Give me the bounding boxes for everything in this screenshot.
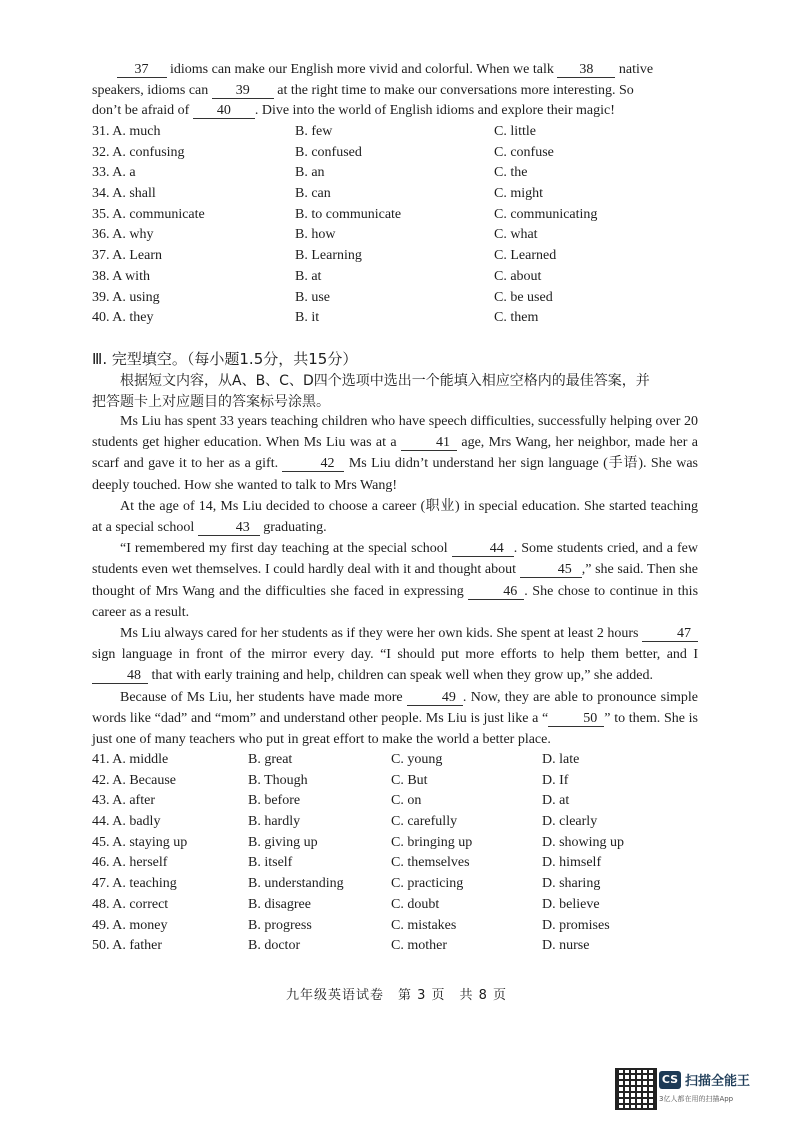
option-b[interactable]: B. doctor (248, 938, 301, 954)
option-d[interactable]: D. believe (542, 896, 600, 912)
option-row (92, 874, 712, 895)
option-row (92, 246, 712, 267)
option-row (92, 895, 712, 916)
option-row (92, 936, 712, 957)
option-c[interactable]: C. mother (391, 938, 447, 954)
blank-47: 47 (642, 626, 698, 642)
option-c[interactable]: C. But (391, 772, 428, 788)
option-a[interactable]: 38. A with (92, 268, 150, 284)
blank-46: 46 (468, 584, 524, 600)
option-row (92, 750, 712, 771)
blank-49: 49 (407, 690, 463, 706)
option-row (92, 143, 712, 164)
option-c[interactable]: C. communicating (494, 206, 598, 222)
option-c[interactable]: C. about (494, 268, 542, 284)
blank-50: 50 (548, 711, 604, 727)
blank-43: 43 (198, 520, 260, 536)
option-a[interactable]: 32. A. confusing (92, 144, 185, 160)
blank-41: 41 (401, 435, 457, 451)
option-a[interactable]: 49. A. money (92, 917, 168, 933)
option-b[interactable]: B. how (295, 227, 336, 243)
option-b[interactable]: B. Though (248, 772, 308, 788)
blank-39: 39 (212, 83, 274, 99)
option-row (92, 184, 712, 205)
option-b[interactable]: B. disagree (248, 896, 311, 912)
option-row (92, 853, 712, 874)
cloze-passage-ending: 37 idioms can make our English more vivid and colorful. When we talk 38 native speakers, idioms can 39 at the right time to make our conversations more interesting. So don’t be afraid of 40 . Dive into the world of English idioms and explore their magic! (92, 62, 654, 119)
option-b[interactable]: B. giving up (248, 834, 318, 850)
option-row (92, 812, 712, 833)
option-b[interactable]: B. confused (295, 144, 362, 160)
option-c[interactable]: C. little (494, 124, 536, 139)
blank-40: 40 (193, 103, 255, 119)
blank-44: 44 (452, 541, 514, 557)
option-row (92, 771, 712, 792)
blank-42: 42 (282, 456, 344, 472)
option-row (92, 288, 712, 309)
camscanner-logo: CS (659, 1071, 681, 1089)
watermark-tagline: 3亿人都在用的扫描App (659, 1095, 734, 1103)
option-a[interactable]: 47. A. teaching (92, 876, 177, 892)
option-b[interactable]: B. an (295, 165, 325, 181)
option-b[interactable]: B. itself (248, 855, 293, 871)
section-instructions: 根据短文内容，从A、B、C、D四个选项中选出一个能填入相应空格内的最佳答案，并 把答题卡上对应题目的答案标号涂黑。 (92, 373, 650, 410)
cloze-passage (92, 411, 698, 750)
option-d[interactable]: D. clearly (542, 814, 598, 830)
option-b[interactable]: B. great (248, 752, 293, 767)
option-b[interactable]: B. Learning (295, 248, 362, 264)
option-a[interactable]: 45. A. staying up (92, 834, 188, 850)
section-heading: Ⅲ. 完型填空。（每小题1.5分，共15分） (92, 350, 358, 368)
option-c[interactable]: C. doubt (391, 896, 440, 912)
option-a[interactable]: 42. A. Because (92, 772, 176, 788)
option-c[interactable]: C. what (494, 227, 538, 243)
option-c[interactable]: C. carefully (391, 814, 458, 830)
option-b[interactable]: B. progress (248, 917, 312, 933)
option-d[interactable]: D. nurse (542, 938, 590, 954)
options-41-50 (92, 750, 712, 957)
option-c[interactable]: C. practicing (391, 876, 464, 892)
scanner-watermark (615, 1068, 775, 1110)
option-a[interactable]: 36. A. why (92, 227, 154, 243)
option-a[interactable]: 50. A. father (92, 938, 162, 954)
option-c[interactable]: C. bringing up (391, 834, 473, 850)
paragraph-2: At the age of 14, Ms Liu decided to choose a career (职业) in special education. She started teaching at a special school 43 graduating. (92, 498, 698, 536)
option-b[interactable]: B. it (295, 310, 320, 326)
option-c[interactable]: C. the (494, 165, 528, 181)
option-c[interactable]: C. them (494, 310, 539, 326)
option-c[interactable]: C. confuse (494, 144, 554, 160)
paragraph-5: Because of Ms Liu, her students have made more 49 . Now, they are able to pronounce simple words like “dad” and “mom” and understand other people. Ms Liu is just like a “ 50 ” to them. She is just one of many teachers who put in great effort to make the world a better place. (92, 689, 699, 748)
option-b[interactable]: B. at (295, 268, 322, 284)
option-c[interactable]: C. be used (494, 289, 553, 305)
option-a[interactable]: 35. A. communicate (92, 206, 205, 222)
option-d[interactable]: D. himself (542, 855, 602, 871)
option-b[interactable]: B. understanding (248, 876, 344, 892)
option-b[interactable]: B. before (248, 793, 301, 809)
option-d[interactable]: D. late (542, 752, 580, 767)
option-row (92, 205, 712, 226)
option-b[interactable]: B. can (295, 186, 331, 202)
paragraph-1: Ms Liu has spent 33 years teaching children who have speech difficulties, successfully helping over 20 students get higher education. When Ms Liu was at a 41 age, Mrs Wang, her neighbor, made her a scarf and gave it to her as a gift. 42 Ms Liu didn’t understand her sign language (手语). She was deeply touched. How she wanted to talk to Mrs Wang! (92, 414, 699, 493)
option-row (92, 122, 712, 143)
blank-45: 45 (520, 562, 582, 578)
option-d[interactable]: D. promises (542, 917, 610, 933)
blank-37: 37 (117, 62, 167, 78)
option-d[interactable]: D. at (542, 793, 570, 809)
option-b[interactable]: B. hardly (248, 814, 301, 830)
option-row (92, 267, 712, 288)
blank-38: 38 (557, 62, 615, 78)
option-a[interactable]: 33. A. a (92, 165, 136, 181)
option-b[interactable]: B. use (295, 289, 330, 305)
option-a[interactable]: 31. A. much (92, 124, 161, 139)
option-d[interactable]: D. sharing (542, 876, 601, 892)
option-a[interactable]: 34. A. shall (92, 186, 156, 202)
option-row (92, 308, 712, 329)
option-c[interactable]: C. might (494, 186, 544, 202)
paragraph-3: “I remembered my first day teaching at the special school 44 . Some students cried, and a few students even wet themselves. I could hardly deal with it and thought about 45 ,” she said. Then she thought of Mrs Wang and the difficulties she faced in expressing 46 . She chose to continue in this career as a result. (92, 541, 699, 620)
watermark-brand: 扫描全能王 (685, 1074, 751, 1089)
option-row (92, 225, 712, 246)
option-row (92, 916, 712, 937)
page-footer: 九年级英语试卷 第 3 页 共 8 页 (285, 988, 508, 1003)
option-c[interactable]: C. mistakes (391, 917, 457, 933)
option-a[interactable]: 43. A. after (92, 793, 155, 809)
blank-48: 48 (92, 668, 148, 684)
option-row (92, 791, 712, 812)
option-a[interactable]: 41. A. middle (92, 752, 169, 767)
option-d[interactable]: D. showing up (542, 834, 625, 850)
option-c[interactable]: C. themselves (391, 855, 470, 871)
option-b[interactable]: B. few (295, 124, 333, 139)
option-d[interactable]: D. If (542, 772, 569, 788)
option-c[interactable]: C. young (391, 752, 443, 767)
option-a[interactable]: 46. A. herself (92, 855, 168, 871)
option-row (92, 833, 712, 854)
option-a[interactable]: 40. A. they (92, 310, 154, 326)
option-b[interactable]: B. to communicate (295, 206, 402, 222)
qr-code-icon (615, 1068, 657, 1110)
option-a[interactable]: 37. A. Learn (92, 248, 162, 264)
option-a[interactable]: 44. A. badly (92, 814, 161, 830)
option-a[interactable]: 48. A. correct (92, 896, 169, 912)
paragraph-4: Ms Liu always cared for her students as if they were her own kids. She spent at least 2 hours 47 sign language in front of the mirror every day. “I should put more efforts to help them better, and I 48 that with early training and help, children can speak well when they grow up,” she added. (92, 626, 698, 684)
option-c[interactable]: C. Learned (494, 248, 557, 264)
option-a[interactable]: 39. A. using (92, 289, 160, 305)
options-31-40 (92, 122, 712, 329)
option-c[interactable]: C. on (391, 793, 422, 809)
option-row (92, 163, 712, 184)
